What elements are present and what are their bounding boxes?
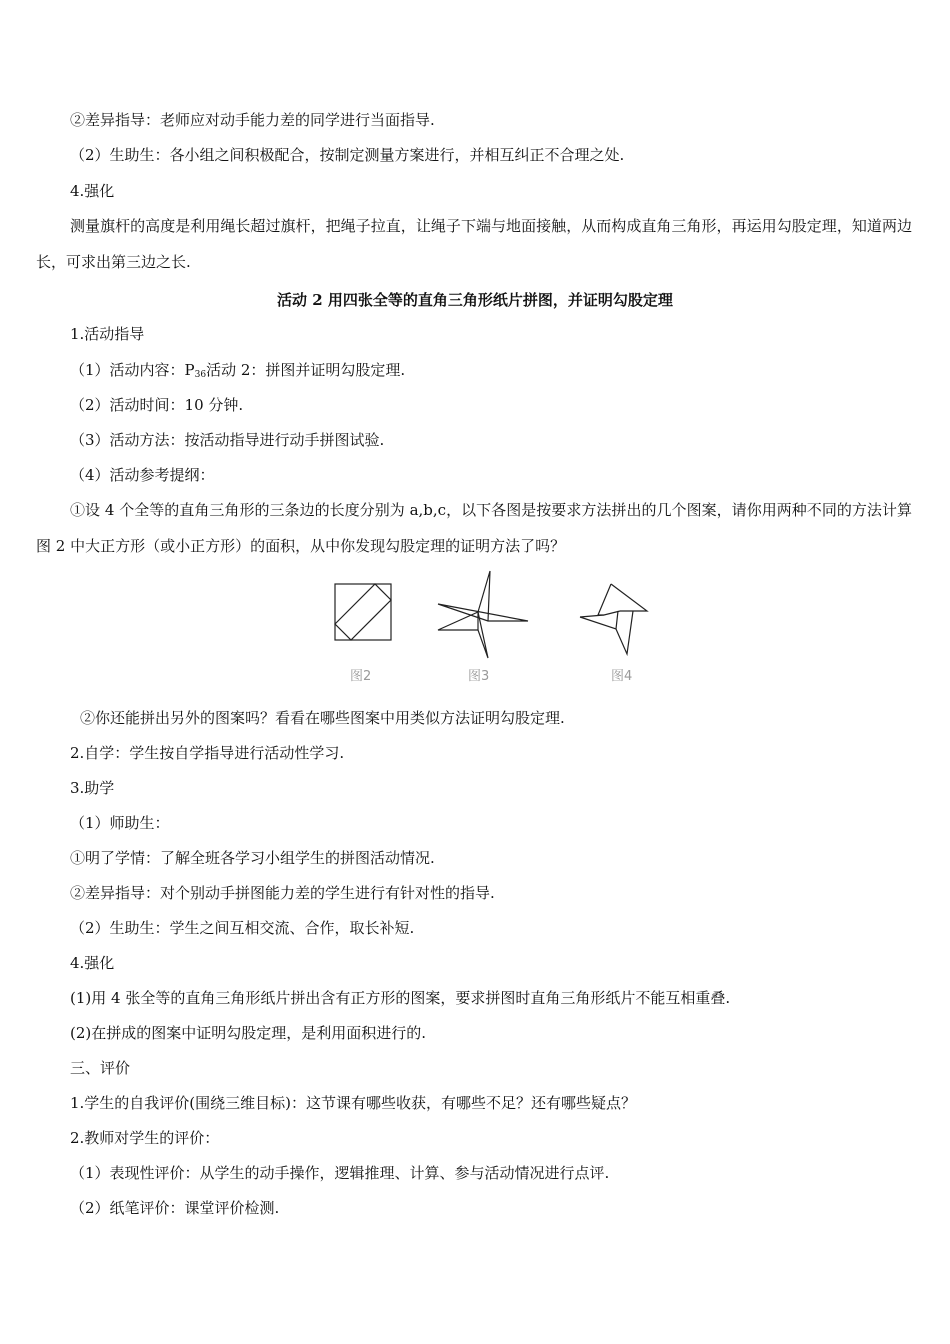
figure-2-caption: 图2 — [350, 669, 372, 684]
text-line: （1）表现性评价：从学生的动手操作，逻辑推理、计算、参与活动情况进行点评. — [70, 1164, 610, 1182]
text-line: 4.强化 — [70, 182, 115, 200]
text-line: 1.活动指导 — [70, 325, 145, 343]
activity-heading: 活动 2 用四张全等的直角三角形纸片拼图，并证明勾股定理 — [277, 291, 673, 309]
content-suffix: 活动 2：拼图并证明勾股定理. — [206, 361, 406, 379]
text-line: 2.教师对学生的评价： — [70, 1129, 220, 1147]
figure-4-drawing — [580, 584, 647, 654]
text-line: （1）师助生： — [70, 814, 170, 832]
text-line: (2)在拼成的图案中证明勾股定理，是利用面积进行的. — [70, 1024, 427, 1042]
section-title: 三、评价 — [70, 1059, 131, 1077]
text-line: （2）生助生：各小组之间积极配合，按制定测量方案进行，并相互纠正不合理之处. — [70, 146, 625, 164]
paragraph: 测量旗杆的高度是利用绳长超过旗杆，把绳子拉直，让绳子下端与地面接触，从而构成直角三角形，再运用勾股定理，知道两边长，可求出第三边之长. — [36, 217, 912, 271]
text-line: （2）生助生：学生之间互相交流、合作，取长补短. — [70, 919, 415, 937]
text-line: ②差异指导：对个别动手拼图能力差的学生进行有针对性的指导. — [70, 884, 495, 902]
text-line: 3.助学 — [70, 779, 115, 797]
text-line: （2）纸笔评价：课堂评价检测. — [70, 1199, 280, 1217]
text-line: 2.自学：学生按自学指导进行活动性学习. — [70, 744, 345, 762]
text-line: ②你还能拼出另外的图案吗？看看在哪些图案中用类似方法证明勾股定理. — [80, 709, 565, 727]
text-line: ②差异指导：老师应对动手能力差的同学进行当面指导. — [70, 111, 435, 129]
text-line: （3）活动方法：按活动指导进行动手拼图试验. — [70, 431, 385, 449]
content-prefix: （1）活动内容：P — [70, 361, 195, 379]
text-line: (1)用 4 张全等的直角三角形纸片拼出含有正方形的图案，要求拼图时直角三角形纸片不能互相重叠. — [70, 989, 731, 1007]
figures-group — [320, 566, 660, 691]
figure-4-caption: 图4 — [611, 669, 633, 684]
text-line: ①明了学情：了解全班各学习小组学生的拼图活动情况. — [70, 849, 435, 867]
activity-content-line — [70, 360, 405, 385]
text-line: （4）活动参考提纲： — [70, 466, 215, 484]
content-subscript: 36 — [194, 370, 207, 380]
paragraph: ①设 4 个全等的直角三角形的三条边的长度分别为 a,b,c，以下各图是按要求方法拼出的几个图案，请你用两种不同的方法计算图 2 中大正方形（或小正方形）的面积，从中你发现勾股定理的证明方法了吗？ — [36, 501, 912, 555]
figure-3-drawing — [438, 571, 528, 658]
text-line: （2）活动时间：10 分钟. — [70, 396, 244, 414]
figure-3-caption: 图3 — [468, 669, 490, 684]
text-line: 4.强化 — [70, 954, 115, 972]
figure-2-drawing — [335, 584, 391, 640]
text-line: 1.学生的自我评价(围绕三维目标)：这节课有哪些收获，有哪些不足？还有哪些疑点？ — [70, 1094, 637, 1112]
